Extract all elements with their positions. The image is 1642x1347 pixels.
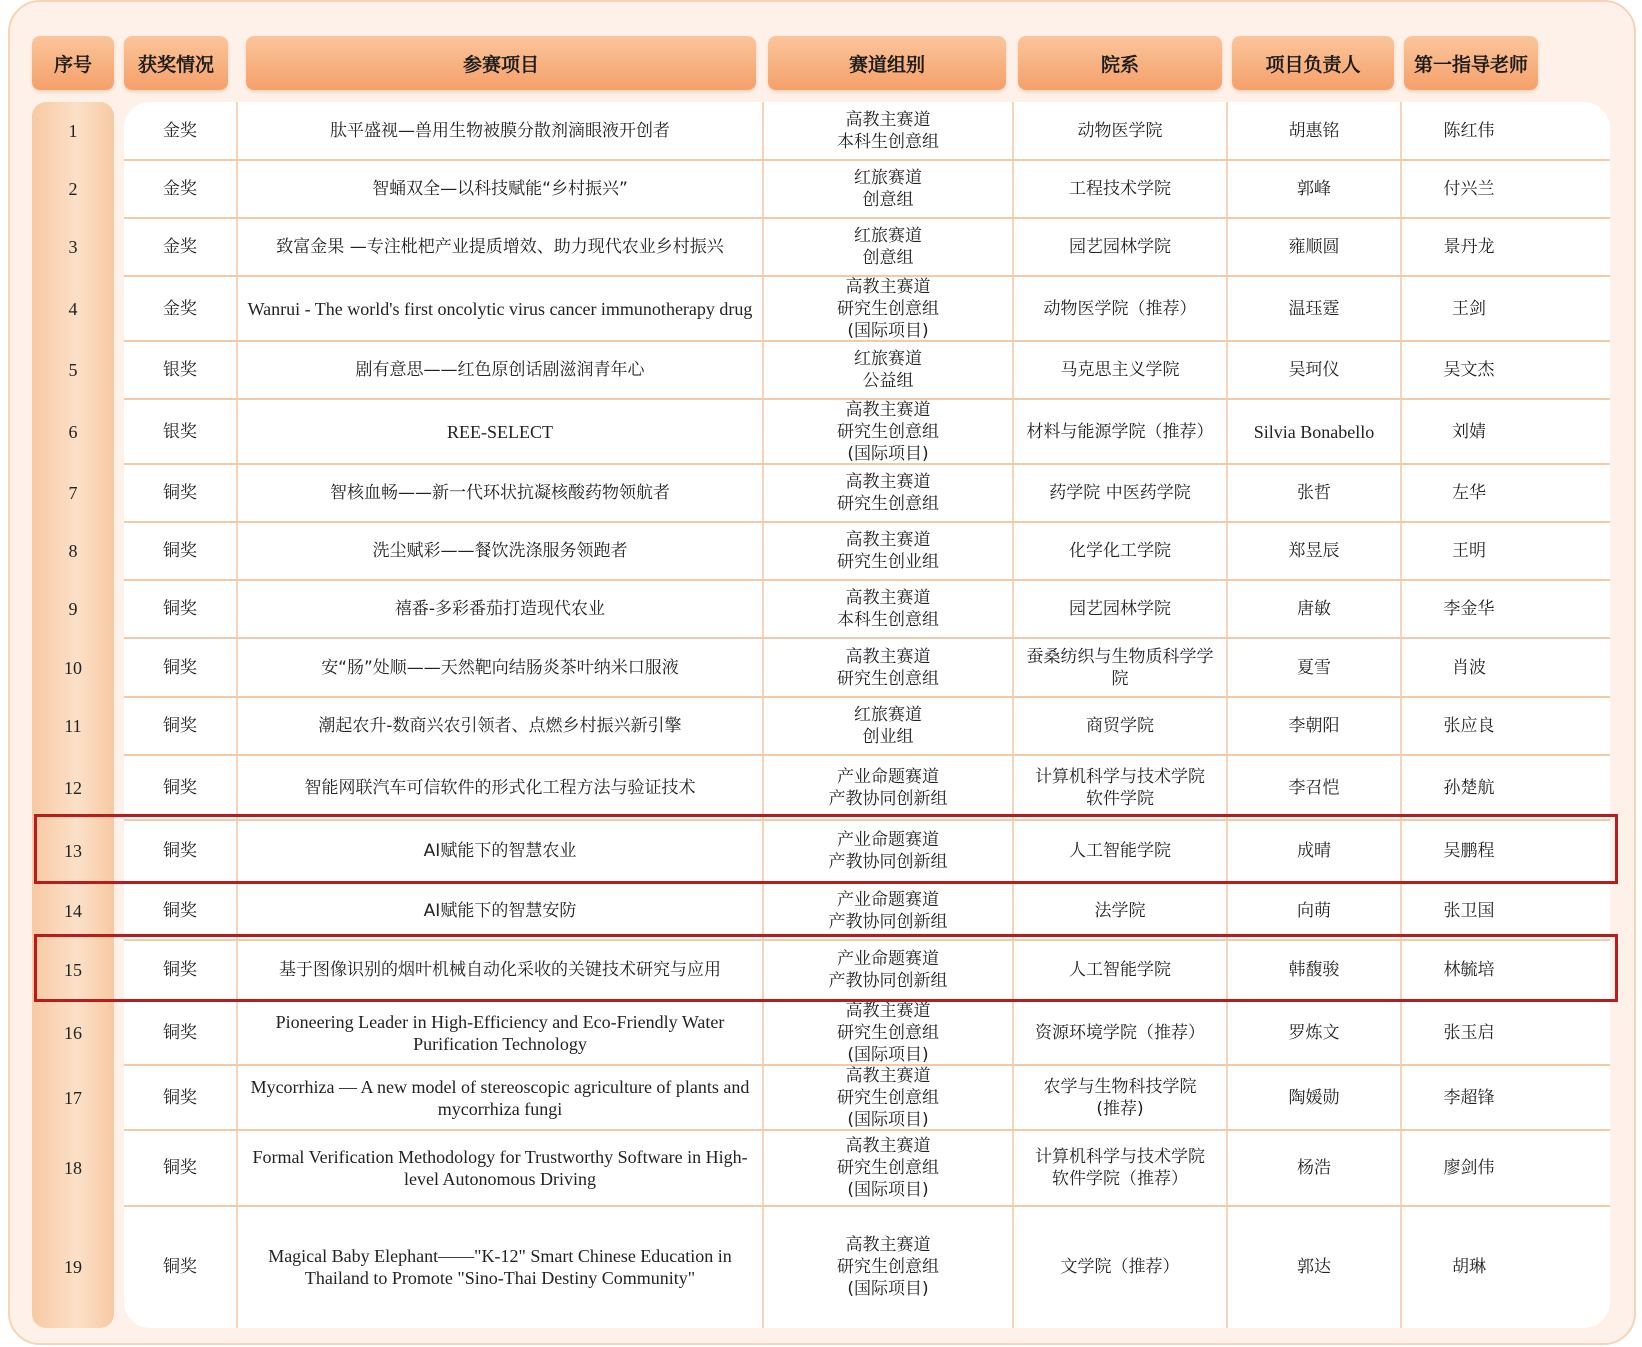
row-award: 铜奖 (163, 1022, 197, 1043)
row-leader: 成晴 (1297, 841, 1331, 861)
row-award: 铜奖 (163, 716, 197, 736)
row-track: 高教主赛道 研究生创意组 (国际项目) (837, 1000, 939, 1065)
row-advisor: 张卫国 (1443, 901, 1495, 921)
row-project: Mycorrhiza — A new model of stereoscopic agriculture of plants and mycorrhiza fungi (250, 1076, 750, 1119)
row-leader: 郭峰 (1297, 179, 1331, 199)
row-leader: 雍顺圆 (1288, 237, 1340, 257)
row-project: Magical Baby Elephant——"K-12" Smart Chinese Education in Thailand to Promote "Sino-Thai Destiny Community" (268, 1246, 732, 1288)
row-highlight-box (34, 814, 1618, 884)
row-track: 产业命题赛道 产教协同创新组 (828, 766, 948, 809)
row-award: 铜奖 (163, 483, 197, 503)
row-index: 3 (68, 237, 78, 257)
header-advisor: 第一指导老师 (1404, 36, 1538, 90)
row-track: 产业命题赛道 产教协同创新组 (828, 830, 948, 872)
row-leader: 杨浩 (1297, 1158, 1331, 1178)
table-row (0, 1130, 1642, 1206)
table-row (0, 464, 1642, 522)
row-project: 致富金果 —专注枇杷产业提质增效、助力现代农业乡村振兴 (276, 237, 724, 257)
row-index: 15 (64, 960, 82, 980)
row-advisor: 廖剑伟 (1443, 1158, 1495, 1178)
row-track: 高教主赛道 研究生创意组 (837, 646, 939, 689)
row-project: 禧番-多彩番茄打造现代农业 (394, 599, 606, 619)
row-leader: 胡惠铭 (1288, 121, 1340, 141)
row-department: 蚕桑纺织与生物质科学学院 (1026, 646, 1214, 689)
row-department: 动物医学院（推荐） (1043, 298, 1197, 319)
row-department: 计算机科学与技术学院 软件学院 (1035, 766, 1205, 809)
row-leader: 夏雪 (1297, 657, 1331, 678)
header-department: 院系 (1018, 36, 1222, 90)
row-advisor: 林毓培 (1443, 960, 1495, 980)
row-project: 剧有意思——红色原创话剧滋润青年心 (355, 360, 645, 380)
row-project: AI赋能下的智慧安防 (423, 901, 577, 921)
row-track: 高教主赛道 研究生创意组 (国际项目) (837, 1065, 939, 1130)
row-award: 铜奖 (163, 599, 197, 619)
row-index: 17 (64, 1087, 82, 1108)
row-index: 16 (64, 1022, 82, 1043)
row-project: 智蛹双全—以科技赋能“乡村振兴” (372, 179, 628, 199)
table-row (0, 1000, 1642, 1065)
row-award: 铜奖 (163, 777, 197, 798)
row-track: 高教主赛道 研究生创意组 (837, 472, 939, 514)
row-award: 银奖 (163, 360, 197, 380)
row-project: 肽平盛视—兽用生物被膜分散剂滴眼液开创者 (330, 121, 670, 141)
row-department: 动物医学院 (1077, 121, 1163, 141)
header-index: 序号 (32, 36, 114, 90)
row-award: 金奖 (163, 121, 197, 141)
row-leader: 唐敏 (1297, 599, 1331, 619)
row-advisor: 李超锋 (1443, 1087, 1495, 1108)
row-project: 安“肠”处顺——天然靶向结肠炎茶叶纳米口服液 (321, 657, 679, 678)
row-advisor: 吴鹏程 (1443, 841, 1495, 861)
table-row (0, 276, 1642, 341)
row-department: 商贸学院 (1086, 716, 1154, 736)
row-track: 高教主赛道 研究生创意组 (国际项目) (837, 276, 939, 341)
row-project: AI赋能下的智慧农业 (423, 841, 577, 861)
table-row (0, 160, 1642, 218)
row-advisor: 付兴兰 (1443, 179, 1495, 199)
row-award: 金奖 (163, 298, 197, 319)
row-track: 高教主赛道 本科生创意组 (837, 110, 939, 152)
row-track: 红旅赛道 公益组 (854, 349, 922, 391)
row-department: 园艺园林学院 (1069, 237, 1171, 257)
row-advisor: 张玉启 (1443, 1022, 1495, 1043)
table-row (0, 1065, 1642, 1130)
header-track: 赛道组别 (768, 36, 1006, 90)
table-header (0, 0, 1642, 100)
row-award: 铜奖 (163, 960, 197, 980)
row-project: 潮起农升-数商兴农引领者、点燃乡村振兴新引擎 (318, 716, 682, 736)
row-leader: 郑昱辰 (1288, 541, 1340, 561)
row-award: 铜奖 (163, 1087, 197, 1108)
row-department: 药学院 中医药学院 (1049, 483, 1191, 503)
row-award: 铜奖 (163, 901, 197, 921)
row-leader: 郭达 (1297, 1257, 1331, 1277)
header-project: 参赛项目 (246, 36, 756, 90)
row-leader: 李召恺 (1288, 777, 1340, 798)
row-index: 7 (68, 483, 78, 503)
row-advisor: 吴文杰 (1443, 360, 1495, 380)
row-department: 人工智能学院 (1069, 841, 1171, 861)
row-advisor: 张应良 (1443, 716, 1495, 736)
row-track: 产业命题赛道 产教协同创新组 (828, 949, 948, 991)
row-award: 铜奖 (163, 541, 197, 561)
row-advisor: 刘婧 (1452, 421, 1486, 442)
row-index: 2 (68, 179, 78, 199)
row-track: 高教主赛道 研究生创业组 (837, 530, 939, 572)
table-row (0, 218, 1642, 276)
row-advisor: 左华 (1452, 483, 1486, 503)
row-advisor: 李金华 (1443, 599, 1495, 619)
row-department: 马克思主义学院 (1060, 360, 1180, 380)
table-row (0, 1206, 1642, 1328)
row-department: 资源环境学院（推荐） (1035, 1022, 1205, 1043)
row-index: 8 (68, 541, 78, 561)
row-index: 10 (64, 657, 82, 678)
row-project: REE-SELECT (447, 421, 553, 442)
row-advisor: 王明 (1452, 541, 1486, 561)
row-leader: 韩馥骏 (1288, 960, 1340, 980)
row-track: 高教主赛道 研究生创意组 (国际项目) (837, 1235, 939, 1299)
row-department: 农学与生物科技学院 (推荐) (1043, 1076, 1197, 1119)
header-leader: 项目负责人 (1232, 36, 1394, 90)
row-project: Formal Verification Methodology for Trustworthy Software in High-level Autonomous Driving (252, 1147, 748, 1189)
row-leader: 向萌 (1297, 901, 1331, 921)
row-department: 化学化工学院 (1069, 541, 1171, 561)
row-advisor: 孙楚航 (1443, 777, 1495, 798)
row-award: 铜奖 (163, 657, 197, 678)
row-award: 金奖 (163, 237, 197, 257)
row-advisor: 肖波 (1452, 657, 1486, 678)
row-leader: 温珏霆 (1288, 298, 1340, 319)
row-award: 金奖 (163, 179, 197, 199)
row-department: 人工智能学院 (1069, 960, 1171, 980)
row-index: 19 (64, 1257, 82, 1277)
header-award: 获奖情况 (124, 36, 228, 90)
table-row (0, 882, 1642, 940)
row-index: 18 (64, 1158, 82, 1178)
row-leader: 罗炼文 (1288, 1022, 1340, 1043)
row-track: 红旅赛道 创业组 (854, 705, 922, 747)
row-project: 基于图像识别的烟叶机械自动化采收的关键技术研究与应用 (279, 960, 721, 980)
row-index: 11 (64, 716, 82, 736)
row-track: 产业命题赛道 产教协同创新组 (828, 890, 948, 932)
row-award: 铜奖 (163, 1257, 197, 1277)
table-row (0, 580, 1642, 638)
row-department: 材料与能源学院（推荐） (1026, 421, 1214, 442)
row-award: 银奖 (163, 421, 197, 442)
row-leader: 陶媛勋 (1288, 1087, 1340, 1108)
row-project: 洗尘赋彩——餐饮洗涤服务领跑者 (372, 541, 628, 561)
row-advisor: 陈红伟 (1443, 121, 1495, 141)
row-index: 13 (64, 841, 82, 861)
row-project: Pioneering Leader in High-Efficiency and Eco-Friendly Water Purification Technology (275, 1011, 725, 1054)
row-index: 1 (68, 121, 78, 141)
row-award: 铜奖 (163, 1158, 197, 1178)
row-index: 5 (68, 360, 78, 380)
row-project: Wanrui - The world's first oncolytic virus cancer immunotherapy drug (247, 298, 753, 319)
row-leader: Silvia Bonabello (1253, 421, 1375, 442)
row-advisor: 胡琳 (1452, 1257, 1486, 1277)
row-index: 6 (68, 421, 78, 442)
row-index: 4 (68, 298, 78, 319)
row-leader: 吴珂仪 (1288, 360, 1340, 380)
table-row (0, 522, 1642, 580)
row-highlight-box (34, 934, 1618, 1002)
row-advisor: 王剑 (1452, 298, 1486, 319)
row-department: 计算机科学与技术学院 软件学院（推荐） (1035, 1147, 1205, 1189)
table-row (0, 341, 1642, 399)
table-row (0, 399, 1642, 464)
row-department: 法学院 (1094, 901, 1146, 921)
row-leader: 李朝阳 (1288, 716, 1340, 736)
table-row (0, 755, 1642, 820)
row-track: 红旅赛道 创意组 (854, 226, 922, 268)
row-project: 智核血畅——新一代环状抗凝核酸药物领航者 (330, 483, 670, 503)
table-row (0, 102, 1642, 160)
row-department: 园艺园林学院 (1069, 599, 1171, 619)
row-index: 9 (68, 599, 78, 619)
row-department: 工程技术学院 (1069, 179, 1171, 199)
row-track: 高教主赛道 研究生创意组 (国际项目) (837, 399, 939, 464)
row-project: 智能网联汽车可信软件的形式化工程方法与验证技术 (304, 777, 696, 798)
table-row (0, 638, 1642, 697)
row-leader: 张哲 (1297, 483, 1331, 503)
row-index: 14 (64, 901, 82, 921)
row-department: 文学院（推荐） (1060, 1257, 1180, 1277)
row-track: 红旅赛道 创意组 (854, 168, 922, 210)
row-track: 高教主赛道 研究生创意组 (国际项目) (837, 1136, 939, 1200)
row-index: 12 (64, 777, 82, 798)
row-advisor: 景丹龙 (1443, 237, 1495, 257)
row-track: 高教主赛道 本科生创意组 (837, 588, 939, 630)
table-row (0, 697, 1642, 755)
row-award: 铜奖 (163, 841, 197, 861)
